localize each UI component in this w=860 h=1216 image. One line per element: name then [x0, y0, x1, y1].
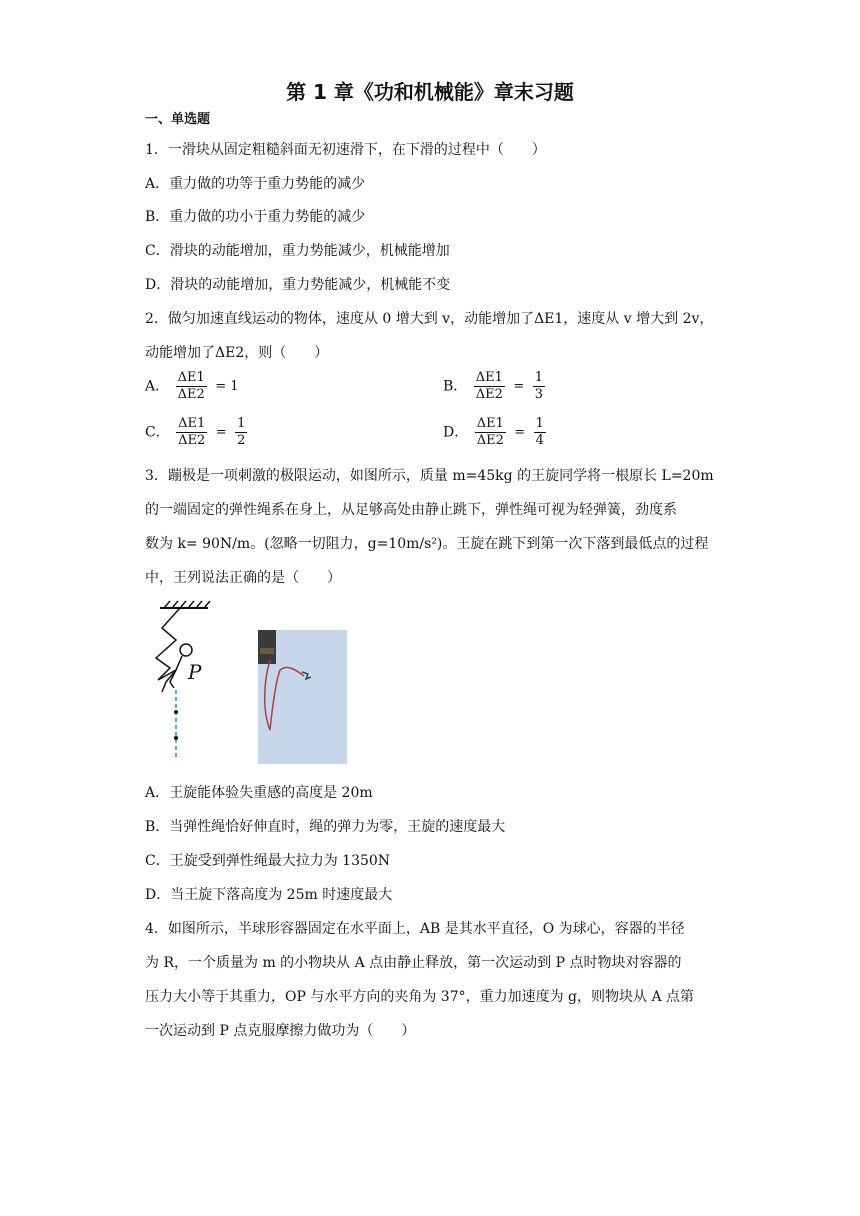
- fraction-numerator: ΔE1: [475, 370, 503, 385]
- question-3-option-b: B．当弹性绳恰好伸直时，绳的弹力为零，王旋的速度最大: [145, 819, 506, 835]
- question-4-stem-line2: 为 R，一个质量为 m 的小物块从 A 点由静止释放，第一次运动到 P 点时物块对容器的: [145, 955, 682, 971]
- question-3-stem-line2: 的一端固定的弹性绳系在身上，从足够高处由静止跳下，弹性绳可视为轻弹簧，劲度系: [145, 502, 677, 518]
- fraction-value: $\frac{1}{3}$: [534, 370, 543, 402]
- question-3-stem-line1: 3．蹦极是一项刺激的极限运动，如图所示，质量 m=45kg 的王旋同学将一根原长 L=20m: [145, 468, 714, 484]
- question-2-stem-line2: 动能增加了ΔE2，则（ ）: [145, 345, 329, 361]
- question-3-option-a: A．王旋能体验失重感的高度是 20m: [145, 785, 373, 801]
- fraction-value: $\frac{1}{2}$: [237, 416, 246, 448]
- question-4-stem-line4: 一次运动到 P 点克服摩擦力做功为（ ）: [145, 1023, 416, 1039]
- question-2-option-d: D． $\frac{\Delta E1}{\Delta E2}$ = $\frac{1}{4}$: [443, 416, 544, 448]
- question-1-option-d: D．滑块的动能增加，重力势能减少，机械能不变: [145, 277, 451, 293]
- question-3-stem-line3: 数为 k= 90N/m。(忽略一切阻力，g=10m/s²)。王旋在跳下到第一次下落到最低点的过程: [145, 536, 709, 552]
- question-1-option-a: A．重力做的功等于重力势能的减少: [145, 176, 366, 192]
- fraction: [474, 370, 505, 403]
- fraction-denominator: ΔE2: [178, 433, 206, 448]
- option-label: B．: [443, 378, 468, 395]
- question-4-stem-line3: 压力大小等于其重力，OP 与水平方向的夹角为 37°，重力加速度为 g，则物块从 A 点第: [145, 989, 695, 1005]
- option-label: A．: [145, 378, 170, 395]
- question-1-stem: 1．一滑块从固定粗糙斜面无初速滑下，在下滑的过程中（ ）: [145, 142, 546, 158]
- fraction-denominator: ΔE2: [476, 433, 504, 448]
- bungee-diagram: [150, 600, 220, 765]
- fraction-numerator: ΔE1: [177, 370, 205, 385]
- fraction-value: $\frac{1}{4}$: [535, 416, 544, 448]
- bungee-photo: [258, 630, 347, 764]
- question-4-stem-line1: 4．如图所示，半球形容器固定在水平面上，AB 是其水平直径，O 为球心，容器的半径: [145, 921, 685, 937]
- page-title: 第 1 章《功和机械能》章末习题: [286, 80, 574, 104]
- fraction: [176, 416, 207, 449]
- question-2-option-a: [145, 370, 240, 403]
- fraction-numerator: ΔE1: [178, 416, 206, 431]
- section-heading: 一、单选题: [145, 112, 211, 127]
- question-3-option-c: C．王旋受到弹性绳最大拉力为 1350N: [145, 853, 391, 869]
- question-1-option-c: C．滑块的动能增加，重力势能减少，机械能增加: [145, 243, 450, 259]
- fraction-denominator: ΔE2: [177, 387, 205, 402]
- question-3-option-d: D．当王旋下落高度为 25m 时速度最大: [145, 887, 393, 903]
- question-2-option-b: B． $\frac{\Delta E1}{\Delta E2}$ = $\frac{1}{3}$: [443, 370, 543, 402]
- question-2-option-c: C． $\frac{\Delta E1}{\Delta E2}$ = $\frac{1}{2}$: [145, 416, 246, 448]
- fraction-value: = 1: [215, 378, 239, 394]
- question-3-stem-line4: 中，王列说法正确的是（ ）: [145, 570, 341, 586]
- question-1-option-b: B．重力做的功小于重力势能的减少: [145, 209, 366, 225]
- option-label: D．: [443, 424, 469, 441]
- fraction: [475, 416, 506, 449]
- point-p-label: P: [188, 660, 202, 684]
- option-label: C．: [145, 424, 170, 441]
- question-2-stem-line1: 2．做匀加速直线运动的物体，速度从 0 增大到 v，动能增加了ΔE1，速度从 v 增大到 2v，: [145, 311, 714, 327]
- fraction-denominator: ΔE2: [475, 387, 503, 402]
- fraction: [176, 370, 207, 403]
- fraction-numerator: ΔE1: [476, 416, 504, 431]
